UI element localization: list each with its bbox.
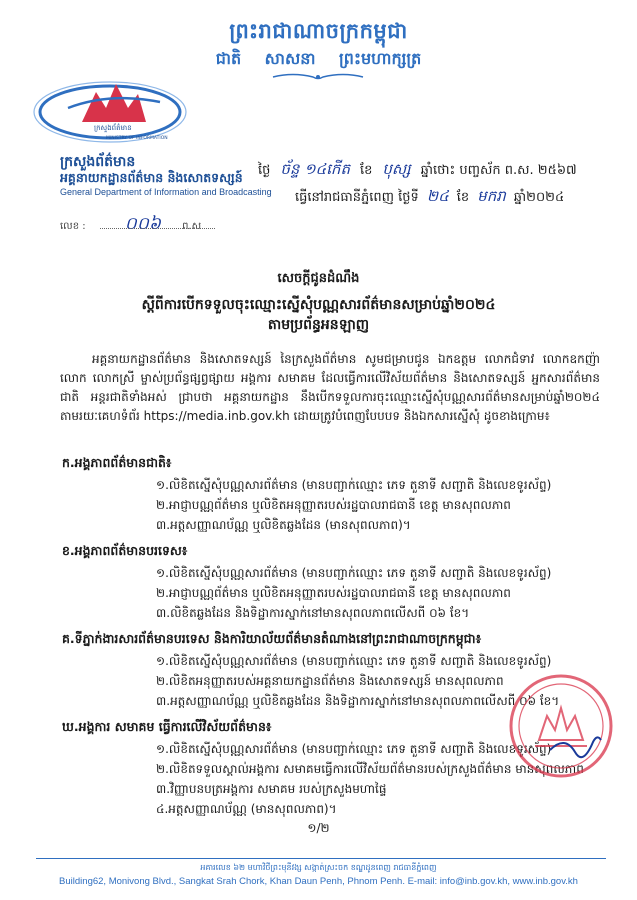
lunar-day: ច័ន្ទ ១៤កើត — [280, 160, 350, 178]
logo-text-en: MINISTRY OF INFORMATION — [106, 136, 168, 141]
section-heading: ខ.អង្គភាពព័ត៌មានបរទេស៖ — [62, 543, 188, 558]
solar-date — [295, 187, 564, 209]
ref-suffix: ព.ស — [182, 221, 202, 232]
ref-dotted-line — [100, 228, 215, 229]
footer-address-kh: អគារលេខ ៦២ មហាវិថីព្រះមុនីវង្ស សង្កាត់ស្រះចក ខណ្ឌដូនពេញ រាជធានីភ្នំពេញ — [200, 863, 437, 872]
list-item: ៤.អត្តសញ្ញាណប័ណ្ណ (មានសុពលភាព)។ — [156, 802, 337, 816]
list-item: ៣.អត្តសញ្ញាណប័ណ្ណ ឬលិខិតឆ្លងដែន (មានសុពលភាព)។ — [156, 518, 411, 532]
document-subject — [0, 295, 637, 335]
list-item: ២.លិខិតអនុញ្ញាតរបស់អគ្គនាយកដ្ឋានព័ត៌មាន និងសោតទស្សន៍ មានសុពលភាព — [156, 674, 504, 688]
list-item: ១.លិខិតស្នើសុំបណ្ណសារព័ត៌មាន (មានបញ្ជាក់ឈ្មោះ ភេទ តួនាទី សញ្ជាតិ និងលេខទូរស័ព្ទ) — [156, 742, 552, 756]
page-number: ១/២ — [307, 821, 330, 835]
list-item: ១.លិខិតស្នើសុំបណ្ណសារព័ត៌មាន (មានបញ្ជាក់ឈ្មោះ ភេទ តួនាទី សញ្ជាតិ និងលេខទូរស័ព្ទ) — [156, 566, 552, 580]
subject-line-2: តាមប្រព័ន្ធអនឡាញ — [267, 317, 370, 333]
date-prefix: ថ្ងៃ — [258, 163, 271, 178]
national-motto: ជាតិ សាសនា ព្រះមហាក្សត្រ — [215, 49, 422, 68]
solar-day: ២៤ — [426, 187, 449, 205]
department-name: អគ្គនាយកដ្ឋានព័ត៌មាន និងសោតទស្សន៍ — [60, 170, 243, 185]
list-item: ២.អាជ្ញាបណ្ណព័ត៌មាន ឬលិខិតអនុញ្ញាតរបស់រដ្ឋបាលរាជធានី ខេត្ត មានសុពលភាព — [156, 498, 511, 512]
list-item: ២.អាជ្ញាបណ្ណព័ត៌មាន ឬលិខិតអនុញ្ញាតរបស់រដ្ឋបាលរាជធានី ខេត្ត មានសុពលភាព — [156, 586, 511, 600]
list-item: ១.លិខិតស្នើសុំបណ្ណសារព័ត៌មាន (មានបញ្ជាក់ឈ្មោះ ភេទ តួនាទី សញ្ជាតិ និងលេខទូរស័ព្ទ) — [156, 654, 552, 668]
reference-number — [60, 213, 201, 238]
lunar-date — [258, 160, 577, 182]
lunar-year: ឆ្នាំថោះ បញ្ចស័ក ព.ស. ២៥៦៧ — [420, 163, 577, 178]
month2-label: ខែ — [456, 190, 470, 205]
list-item: ៣.វិញ្ញាបនបត្រអង្គការ សមាគម របស់ក្រសួងមហាផ្ទៃ — [156, 782, 387, 796]
solar-year: ឆ្នាំ២០២៤ — [513, 190, 565, 205]
solar-month: មករា — [477, 187, 506, 205]
ref-number: ០០៦ — [124, 214, 161, 234]
footer-address-en: Building62, Monivong Blvd., Sangkat Srah Chork, Khan Daun Penh, Phnom Penh. E-mail: info@inb.gov.kh, www.inb.gov.kh — [59, 876, 578, 887]
ministry-name: ក្រសួងព័ត៌មាន — [60, 154, 136, 170]
month-label: ខែ — [359, 163, 373, 178]
list-item: ១.លិខិតស្នើសុំបណ្ណសារព័ត៌មាន (មានបញ្ជាក់ឈ្មោះ ភេទ តួនាទី សញ្ជាតិ និងលេខទូរស័ព្ទ) — [156, 478, 552, 492]
kingdom-title: ព្រះរាជាណាចក្រកម្ពុជា — [229, 18, 408, 43]
list-item: ៣.លិខិតឆ្លងដែន និងទិដ្ឋាការស្នាក់នៅមានសុពលភាពលើសពី ០៦ ខែ។ — [156, 606, 470, 620]
section-heading: ក.អង្គភាពព័ត៌មានជាតិ៖ — [62, 455, 172, 470]
section-heading: ឃ.អង្គការ សមាគម ធ្វើការលើវិស័យព័ត៌មាន៖ — [62, 719, 272, 734]
ref-label: លេខ : — [60, 221, 86, 232]
document-title: សេចក្តីជូនដំណឹង — [277, 271, 360, 286]
ornament-divider — [268, 72, 368, 82]
signature-icon — [545, 730, 605, 770]
lunar-month: បុស្ស — [382, 160, 411, 178]
logo-text: ក្រសួងព័ត៌មាន — [94, 124, 132, 132]
section-heading: គ.ទីភ្នាក់ងារសារព័ត៌មានបរទេស និងការិយាល័យព័ត៌មានតំណាងនៅព្រះរាជាណាចក្រកម្ពុជា៖ — [62, 631, 482, 646]
ministry-logo-icon — [20, 62, 190, 162]
list-item: ២.លិខិតទទួលស្គាល់អង្គការ សមាគមធ្វើការលើវិស័យព័ត៌មានរបស់ក្រសួងព័ត៌មាន មានសុពលភាព — [156, 762, 584, 776]
footer-divider — [36, 858, 606, 859]
body-paragraph: អគ្គនាយកដ្ឋានព័ត៌មាន និងសោតទស្សន៍ នៃក្រសួងព័ត៌មាន សូមជម្រាបជូន ឯកឧត្តម លោកជំទាវ លោកឧកញ៉ា លោក លោកស្រី ម្ចាស់ប្រព័ន្ធផ្សព្វផ្សាយ អង្គការ សមាគម ដែលធ្វើការលើវិស័យព័ត៌មាន និងសោតទស្សន៍ អ្នកសារព័ត៌មានជាតិ អន្តរជាតិទាំងអស់ ជ្រាបថា អគ្គនាយកដ្ឋាន នឹងបើកទទួលការចុះឈ្មោះស្នើសុំបណ្ណសារព័ត៌មានសម្រាប់ឆ្នាំ២០២៤ តាមរយៈគេហទំព័រ https://media.inb.gov.kh ដោយត្រូវបំពេញបែបបទ និងឯកសារស្នើសុំ ដូចខាងក្រោម៖ — [60, 352, 600, 423]
subject-line-1: ស្តីពីការបើកទទួលចុះឈ្មោះស្នើសុំបណ្ណសារព័ត៌មានសម្រាប់ឆ្នាំ២០២៤ — [141, 297, 496, 313]
department-name-en: General Department of Information and Broadcasting — [60, 187, 272, 197]
list-item: ៣.អត្តសញ្ញាណប័ណ្ណ ឬលិខិតឆ្លងដែន និងទិដ្ឋាការស្នាក់នៅមានសុពលភាពលើសពី ០៦ ខែ។ — [156, 694, 560, 708]
date2-prefix: ធ្វើនៅរាជធានីភ្នំពេញ ថ្ងៃទី — [295, 190, 419, 205]
